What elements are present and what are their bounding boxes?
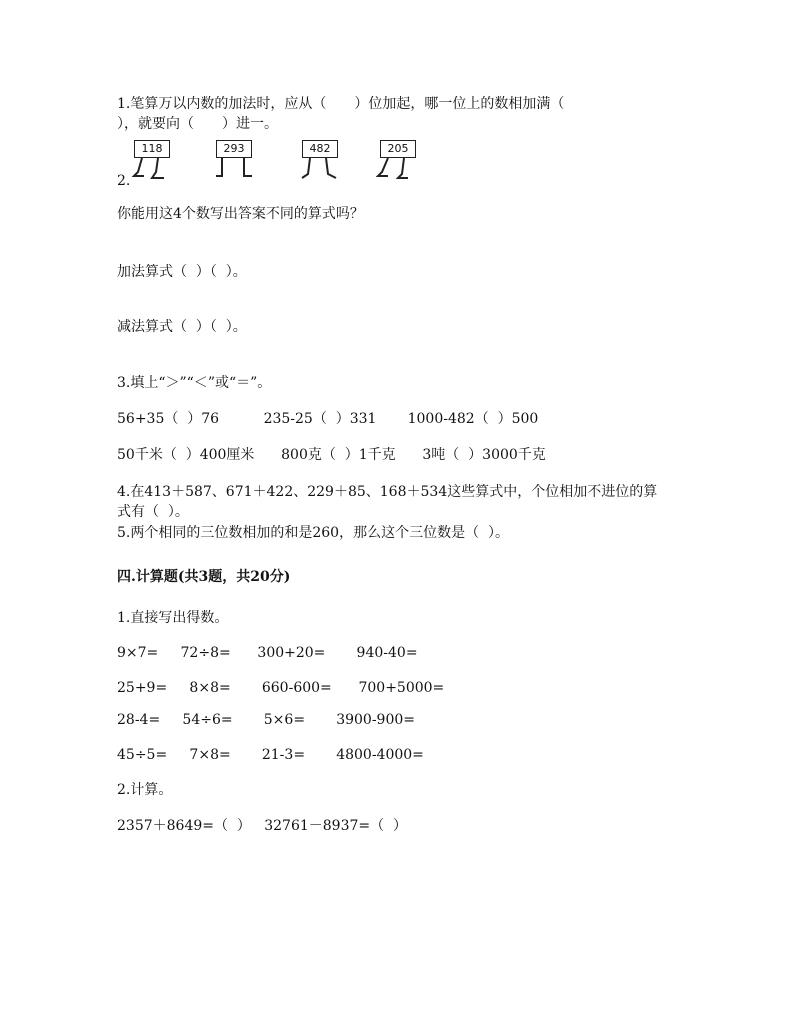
section-title: 四.计算题(共3题，共20分) <box>117 569 291 585</box>
calc2-title: 2.计算。 <box>117 782 173 798</box>
calc1-row: 25+9= 8×8= 660-600= 700+5000= <box>117 680 445 696</box>
q4-line1: 4.在413＋587、671＋422、229＋85、168＋534这些算式中，个位相加不进位的算 <box>117 484 658 500</box>
q1-line2: ），就要向（ ）进一。 <box>117 116 278 132</box>
calc2-row: 2357＋8649=（ ） 32761－8937=（ ） <box>117 818 408 834</box>
q2-figure-row <box>130 136 430 184</box>
number-card-walker <box>212 136 260 182</box>
calc1-row: 45÷5= 7×8= 21-3= 4800-4000= <box>117 747 424 763</box>
q2-number: 2. <box>117 173 131 189</box>
number-card-walker <box>376 136 424 182</box>
number-card: 205 <box>380 140 416 158</box>
q3-title: 3.填上“＞”“＜”或“＝”。 <box>117 375 272 391</box>
q3-row1: 56+35（ ）76 235-25（ ）331 1000-482（ ）500 <box>117 411 539 427</box>
q1-line1: 1.笔算万以内数的加法时，应从（ ）位加起，哪一位上的数相加满（ <box>117 96 565 112</box>
q5: 5.两个相同的三位数相加的和是260，那么这个三位数是（ ）。 <box>117 525 509 541</box>
calc1-row: 28-4= 54÷6= 5×6= 3900-900= <box>117 712 416 728</box>
q3-row2: 50千米（ ）400厘米 800克（ ）1千克 3吨（ ）3000千克 <box>117 447 546 463</box>
q4-line2: 式有（ ）。 <box>117 504 189 520</box>
number-card: 118 <box>134 140 170 158</box>
number-card: 293 <box>216 140 252 158</box>
number-card-walker <box>298 136 346 182</box>
q2-subtraction: 减法算式（ ）（ ）。 <box>117 319 247 335</box>
number-card: 482 <box>302 140 338 158</box>
calc1-title: 1.直接写出得数。 <box>117 610 229 626</box>
q2-prompt: 你能用这4个数写出答案不同的算式吗？ <box>117 206 364 222</box>
calc1-row: 9×7= 72÷8= 300+20= 940-40= <box>117 645 418 661</box>
number-card-walker <box>130 136 178 182</box>
q2-addition: 加法算式（ ）（ ）。 <box>117 264 247 280</box>
